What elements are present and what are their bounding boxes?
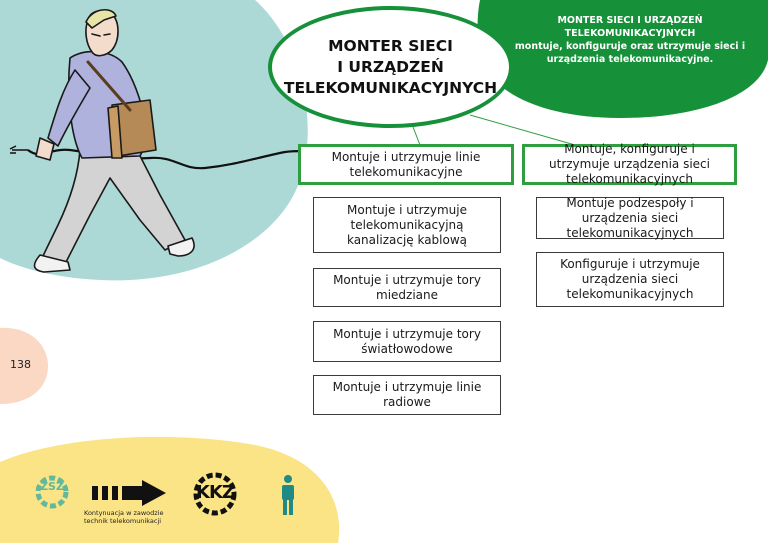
footer-caption (84, 509, 164, 525)
definition-block (500, 14, 760, 66)
left-item-4: Montuje i utrzymuje linie radiowe (313, 375, 501, 415)
occupation-title (268, 6, 513, 128)
connector-right (470, 115, 575, 145)
kkz-logo-text: KKZ (196, 482, 234, 503)
title-line-3: TELEKOMUNIKACYJNYCH (283, 78, 498, 97)
title-line-2: I URZĄDZEŃ (337, 57, 444, 76)
left-item-2: Montuje i utrzymuje tory miedziane (313, 268, 501, 307)
definition-title: MONTER SIECI I URZĄDZEŃ TELEKOMUNIKACYJNYCH (557, 15, 703, 39)
footer-caption-line-1: Kontynuacja w zawodzie (84, 509, 164, 517)
page-number: 138 (10, 358, 31, 371)
right-item-2: Konfiguruje i utrzymuje urządzenia sieci telekomunikacyjnych (536, 252, 724, 307)
left-item-1: Montuje i utrzymuje telekomunikacyjną kanalizację kablową (313, 197, 501, 253)
connector-left (413, 127, 420, 145)
left-branch-heading: Montuje i utrzymuje linie telekomunikacyjne (298, 144, 514, 185)
footer-caption-line-2: technik telekomunikacji (84, 517, 162, 525)
title-line-1: MONTER SIECI (328, 36, 453, 55)
zsz-logo-text: ZSZ (40, 480, 64, 493)
right-branch-heading: Montuje, konfiguruje i utrzymuje urządzenia sieci telekomunikacyjnych (522, 144, 737, 185)
definition-text: montuje, konfiguruje oraz utrzymuje sieci i urządzenia telekomunikacyjne. (514, 41, 746, 65)
right-item-1: Montuje podzespoły i urządzenia sieci telekomunikacyjnych (536, 197, 724, 239)
left-item-3: Montuje i utrzymuje tory światłowodowe (313, 321, 501, 362)
